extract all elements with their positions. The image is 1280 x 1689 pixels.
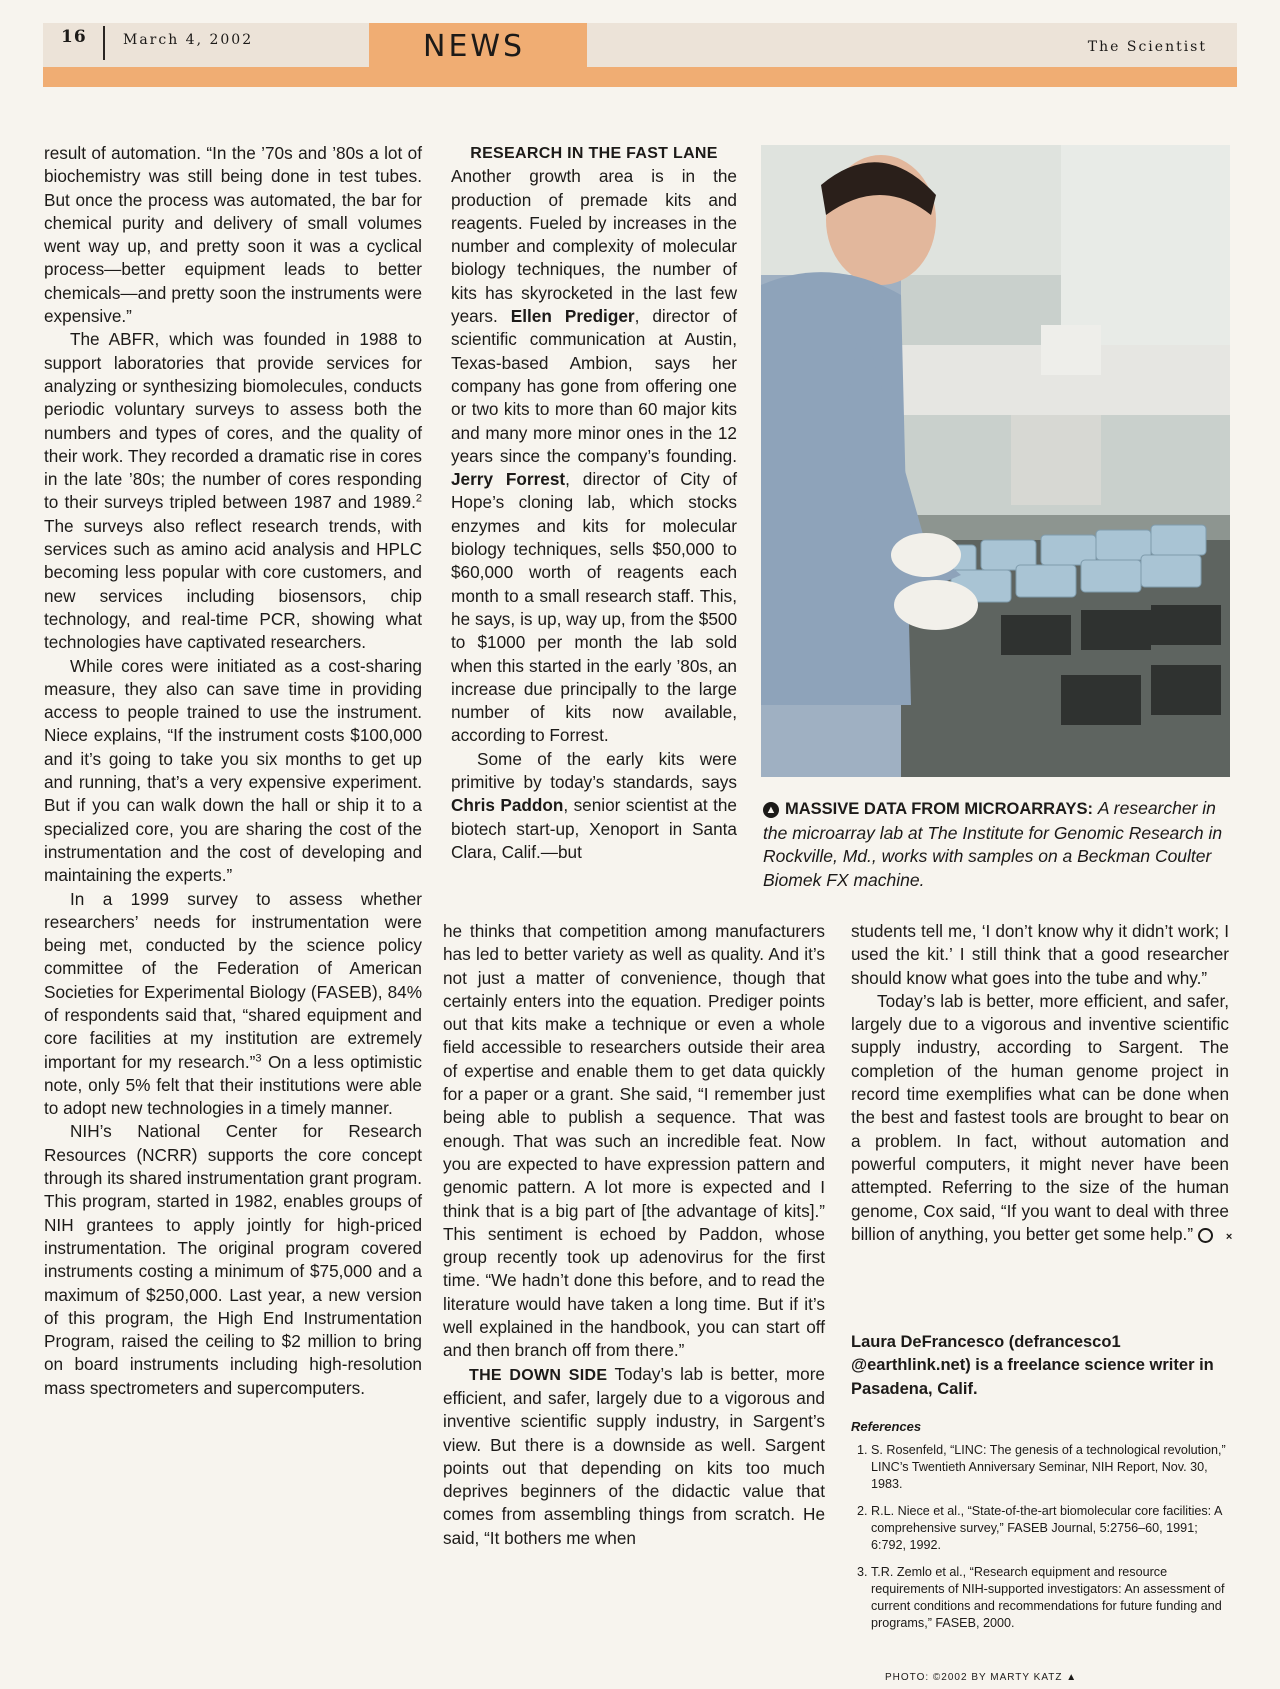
issue-date: March 4, 2002 <box>123 32 254 48</box>
article-column-2-lower <box>443 920 825 1550</box>
subheading: THE DOWN SIDE <box>469 1366 608 1384</box>
subheading: RESEARCH IN THE FAST LANE <box>470 145 718 162</box>
person-name: Chris Paddon <box>451 795 564 816</box>
paragraph-text: , director of City of Hope’s cloning lab, which stocks enzymes and kits for molecular biology techniques, sells $50,000 to $60,000 worth of reagents each month to a small research staff. This, he says, is up, way up, from the $500 to $1000 per month the lab sold when this started in the early ’80s, an increase due principally to the large number of kits now available, according to Forrest. <box>451 469 737 746</box>
article-column-2 <box>451 142 737 864</box>
footnote-ref: 3 <box>255 1051 262 1064</box>
photo-illustration <box>761 145 1230 777</box>
paragraph-text: The ABFR, which was founded in 1988 to support laboratories that provide services for analyzing or synthesizing biomolecules, conducts periodic voluntary surveys to assess both the numbers and types of cores, and the quality of their work. They recorded a dramatic rise in cores in the late ’80s; the number of cores responding to their surveys tripled between 1987 and 1989. <box>44 329 422 513</box>
paragraph: NIH’s National Center for Research Resources (NCRR) supports the core concept through its shared instrumentation grant program. This program, started in 1982, enables groups of NIH grantees to apply jointly for high-priced instrumentation. The original program covered instruments costing a minimum of $75,000 and a maximum of $250,000. Last year, a new version of this program, the High End Instrumentation Program, raised the ceiling to $2 million to bring on board instruments including high-resolution mass spectrometers and supercomputers. <box>44 1121 422 1398</box>
paragraph-text: On a less optimistic note, only 5% felt that their institutions were able to adopt new technologies in a timely manner. <box>44 1051 422 1119</box>
photo-credit-text: PHOTO: ©2002 BY MARTY KATZ <box>885 1672 1063 1683</box>
photo-credit <box>885 1672 1077 1683</box>
paragraph <box>44 888 422 1121</box>
paragraph <box>443 1363 825 1550</box>
paragraph <box>44 328 422 654</box>
paragraph: he thinks that competition among manufacturers has led to better variety as well as quality. And it’s not just a matter of convenience, though that certainly enters into the equation. Prediger points out that kits make a technique or even a whole field accessible to researchers outside their area of expertise and enable them to get data quickly for a paper or a grant. She said, “I remember just being able to publish a sequence. That was enough. That was such an incredible feat. Now you are expected to have expression pattern and genomic pattern. A lot more is expected and I think that is a big part of [the advantage of kits].” This sentiment is echoed by Paddon, whose group recently took up adenovirus for the first time. “We hadn’t done this before, and to read the literature would have taken a long time. But if it’s well explained in the handbook, you can start off and then branch off from there.” <box>443 921 825 1361</box>
paragraph-text: , senior scientist at the biotech start-up, Xenoport in Santa Clara, Calif.—but <box>451 795 737 862</box>
section-title: NEWS <box>423 29 526 64</box>
author-byline: Laura DeFrancesco (defrancesco1 @earthlink.net) is a freelance science writer in Pasadena, Calif. <box>851 1333 1214 1398</box>
paragraph-text: The surveys also reflect research trends, with services such as amino acid analysis and HPLC becoming less popular with core customers, and new services including biosensors, chip technology, and real-time PCR, showing what technologies have captivated researchers. <box>44 515 422 653</box>
lab-photo <box>761 145 1230 777</box>
article-column-1 <box>44 142 422 1400</box>
references-title: References <box>851 1419 922 1434</box>
paragraph-text: , director of scientific communication at Austin, Texas-based Ambion, says her company has gone from offering one or two kits to more than 60 major kits and many more minor ones in the 12 years since the company’s founding. <box>451 306 737 466</box>
end-of-article-icon: × <box>1198 1228 1213 1243</box>
paragraph <box>451 748 737 864</box>
paragraph-text: Today’s lab is better, more efficient, and safer, largely due to a vigorous and inventive scientific supply industry, in Sargent’s view. But there is a downside as well. Sargent points out that depending on kits too much deprives beginners of the didactic value that comes from assembling things from scratch. He said, “It bothers me when <box>443 1363 825 1548</box>
paragraph-text: Today’s lab is better, more efficient, and safer, largely due to a vigorous and inventive scientific supply industry, according to Sargent. The completion of the human genome project in record time exemplifies what can be done when the best and fastest tools are brought to bear on a problem. In fact, without automation and powerful computers, it might never have been attempted. Referring to the size of the human genome, Cox said, “If you want to deal with three billion of anything, you better get some help.” <box>851 990 1229 1244</box>
photo-caption <box>763 797 1233 892</box>
header-accent-strip <box>43 67 1237 87</box>
paragraph: students tell me, ‘I don’t know why it didn’t work; I used the kit.’ I still think that a good researcher should know what goes into the tube and why.” <box>851 921 1229 988</box>
paragraph: While cores were initiated as a cost-sharing measure, they also can save time in providing access to people trained to use the instrument. Niece explains, “If the instrument costs $100,000 and it’s going to take you six months to get up and running, that’s a very expensive experiment. But if you can walk down the hall or ship it to a specialized core, you are sharing the cost of the instrumentation and the cost of developing and maintaining the experts.” <box>44 655 422 886</box>
reference-item: 1. S. Rosenfeld, “LINC: The genesis of a technological revolution,” LINC’s Twentieth Anniversary Seminar, NIH Report, Nov. 30, 1983. <box>871 1442 1231 1493</box>
caption-text: A researcher in the microarray lab at The Institute for Genomic Research in Rockville, Md., works with samples on a Beckman Coulter Biomek FX machine. <box>763 798 1223 890</box>
reference-item: 2. R.L. Niece et al., “State-of-the-art biomolecular core facilities: A comprehensive survey,” FASEB Journal, 5:2756–60, 1991; 6:792, 1992. <box>871 1503 1231 1554</box>
reference-list <box>851 1442 1231 1632</box>
article-column-3 <box>851 920 1233 1246</box>
arrow-up-icon: ▲ <box>1066 1672 1078 1683</box>
caption-title: MASSIVE DATA FROM MICROARRAYS: <box>785 800 1094 818</box>
paragraph <box>851 990 1233 1246</box>
person-name: Ellen Prediger <box>510 306 635 327</box>
paragraph <box>451 165 737 747</box>
caption-arrow-icon: ▲ <box>763 802 779 818</box>
page-number: 16 <box>61 27 87 47</box>
page-header <box>43 23 1237 87</box>
paragraph-text: Some of the early kits were primitive by today’s standards, says <box>451 748 737 793</box>
paragraph-text: In a 1999 survey to assess whether researchers’ needs for instrumentation were being met, conducted by the science policy committee of the Federation of American Societies for Experimental Biology (FASEB), 84% of respondents said that, “shared equipment and core facilities at my institution are extremely important for my research.” <box>44 888 422 1072</box>
person-name: Jerry Forrest <box>451 469 566 490</box>
header-divider <box>103 26 105 60</box>
references <box>851 1418 1231 1642</box>
paragraph-text: Another growth area is in the production of premade kits and reagents. Fueled by increases in the number and complexity of molecular biology techniques, the number of kits has skyrocketed in the last few years. <box>451 166 737 327</box>
footnote-ref: 2 <box>415 492 422 505</box>
reference-item: 3. T.R. Zemlo et al., “Research equipment and resource requirements of NIH-supported investigators: An assessment of current conditions and recommendations for future funding and programs,” FASEB, 2000. <box>871 1564 1231 1632</box>
magazine-name: The Scientist <box>1087 39 1207 55</box>
paragraph: result of automation. “In the ’70s and ’80s a lot of biochemistry was still being done in test tubes. But once the process was automated, the bar for chemical purity and delivery of small volumes went way up, and pretty soon it was a cyclical process—better equipment leads to better chemicals—and pretty soon the instruments were expensive.” <box>44 143 422 327</box>
